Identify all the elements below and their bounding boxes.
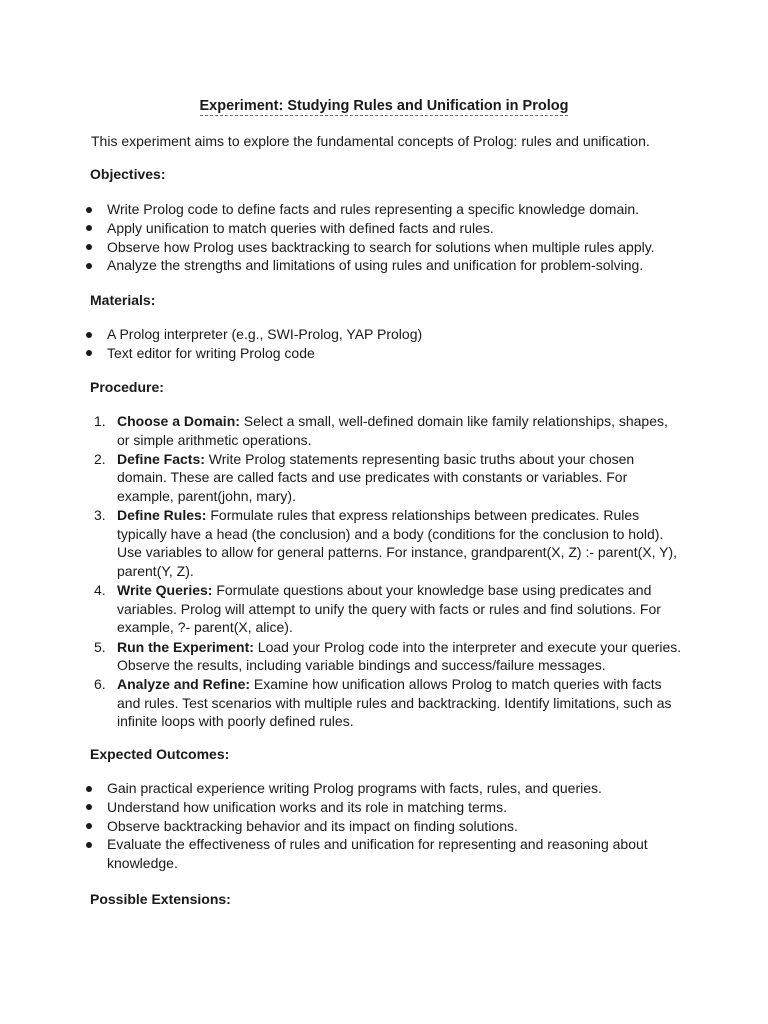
step-label: Analyze and Refine: bbox=[117, 676, 251, 693]
step-label: Define Rules: bbox=[117, 507, 207, 524]
list-item: Evaluate the effectiveness of rules and unification for representing and reasoning about knowledge. bbox=[84, 835, 684, 873]
step-number: 4. bbox=[94, 582, 106, 599]
document-title bbox=[0, 96, 768, 116]
objectives-list bbox=[84, 200, 684, 275]
step-text: Formulate rules that express relationships between predicates. Rules typically have a head (the conclusion) and a body (conditions for the conclusion to hold). Use variables to allow for general patterns. For instance, grandparent(X, Z) :- parent(X, Y), parent(Y, Z). bbox=[117, 507, 677, 579]
step-text: Formulate questions about your knowledge base using predicates and variables. Prolog will attempt to unify the query with facts or rules and find solutions. For example, ?- parent(X, alice). bbox=[117, 582, 661, 636]
procedure-step bbox=[90, 581, 682, 637]
extensions-heading: Possible Extensions: bbox=[90, 891, 231, 907]
procedure-step bbox=[90, 506, 682, 580]
step-number: 3. bbox=[94, 507, 106, 524]
outcomes-list bbox=[84, 779, 684, 873]
step-text: Examine how unification allows Prolog to match queries with facts and rules. Test scenarios with multiple rules and backtracking. Identify limitations, such as infinite loops with poorly defined rules. bbox=[117, 676, 672, 730]
procedure-step bbox=[90, 450, 682, 506]
procedure-step bbox=[90, 675, 682, 731]
materials-list bbox=[84, 325, 684, 363]
list-item: Gain practical experience writing Prolog programs with facts, rules, and queries. bbox=[84, 779, 684, 798]
intro-paragraph: This experiment aims to explore the fundamental concepts of Prolog: rules and unification. bbox=[91, 133, 650, 149]
procedure-step bbox=[90, 638, 682, 675]
procedure-step bbox=[90, 412, 682, 449]
step-label: Choose a Domain: bbox=[117, 413, 240, 429]
step-number: 1. bbox=[94, 413, 106, 429]
procedure-heading: Procedure: bbox=[90, 379, 164, 395]
materials-heading: Materials: bbox=[90, 292, 156, 308]
step-label: Define Facts: bbox=[117, 450, 205, 467]
list-item: A Prolog interpreter (e.g., SWI-Prolog, YAP Prolog) bbox=[84, 325, 684, 344]
document-title-text: Experiment: Studying Rules and Unification in Prolog bbox=[199, 98, 569, 114]
step-text: Load your Prolog code into the interpreter and execute your queries. Observe the results, including variable bindings and success/failure messages. bbox=[117, 638, 682, 674]
objectives-heading: Objectives: bbox=[90, 166, 166, 182]
list-item: Observe how Prolog uses backtracking to search for solutions when multiple rules apply. bbox=[84, 238, 684, 257]
step-number: 6. bbox=[94, 676, 106, 693]
step-text: Write Prolog statements representing basic truths about your chosen domain. These are called facts and use predicates with constants or variables. For example, parent(john, mary). bbox=[117, 450, 635, 504]
step-text: Select a small, well-defined domain like family relationships, shapes, or simple arithmetic operations. bbox=[117, 413, 668, 448]
step-label: Write Queries: bbox=[117, 582, 213, 599]
list-item: Apply unification to match queries with defined facts and rules. bbox=[84, 219, 684, 238]
list-item: Analyze the strengths and limitations of using rules and unification for problem-solving. bbox=[84, 256, 684, 275]
list-item: Text editor for writing Prolog code bbox=[84, 344, 684, 363]
step-label: Run the Experiment: bbox=[117, 638, 254, 655]
step-number: 2. bbox=[94, 450, 106, 467]
list-item: Write Prolog code to define facts and rules representing a specific knowledge domain. bbox=[84, 200, 684, 219]
outcomes-heading: Expected Outcomes: bbox=[90, 746, 230, 762]
procedure-list bbox=[90, 412, 682, 732]
list-item: Observe backtracking behavior and its impact on finding solutions. bbox=[84, 817, 684, 836]
list-item: Understand how unification works and its role in matching terms. bbox=[84, 798, 684, 817]
step-number: 5. bbox=[94, 638, 106, 655]
